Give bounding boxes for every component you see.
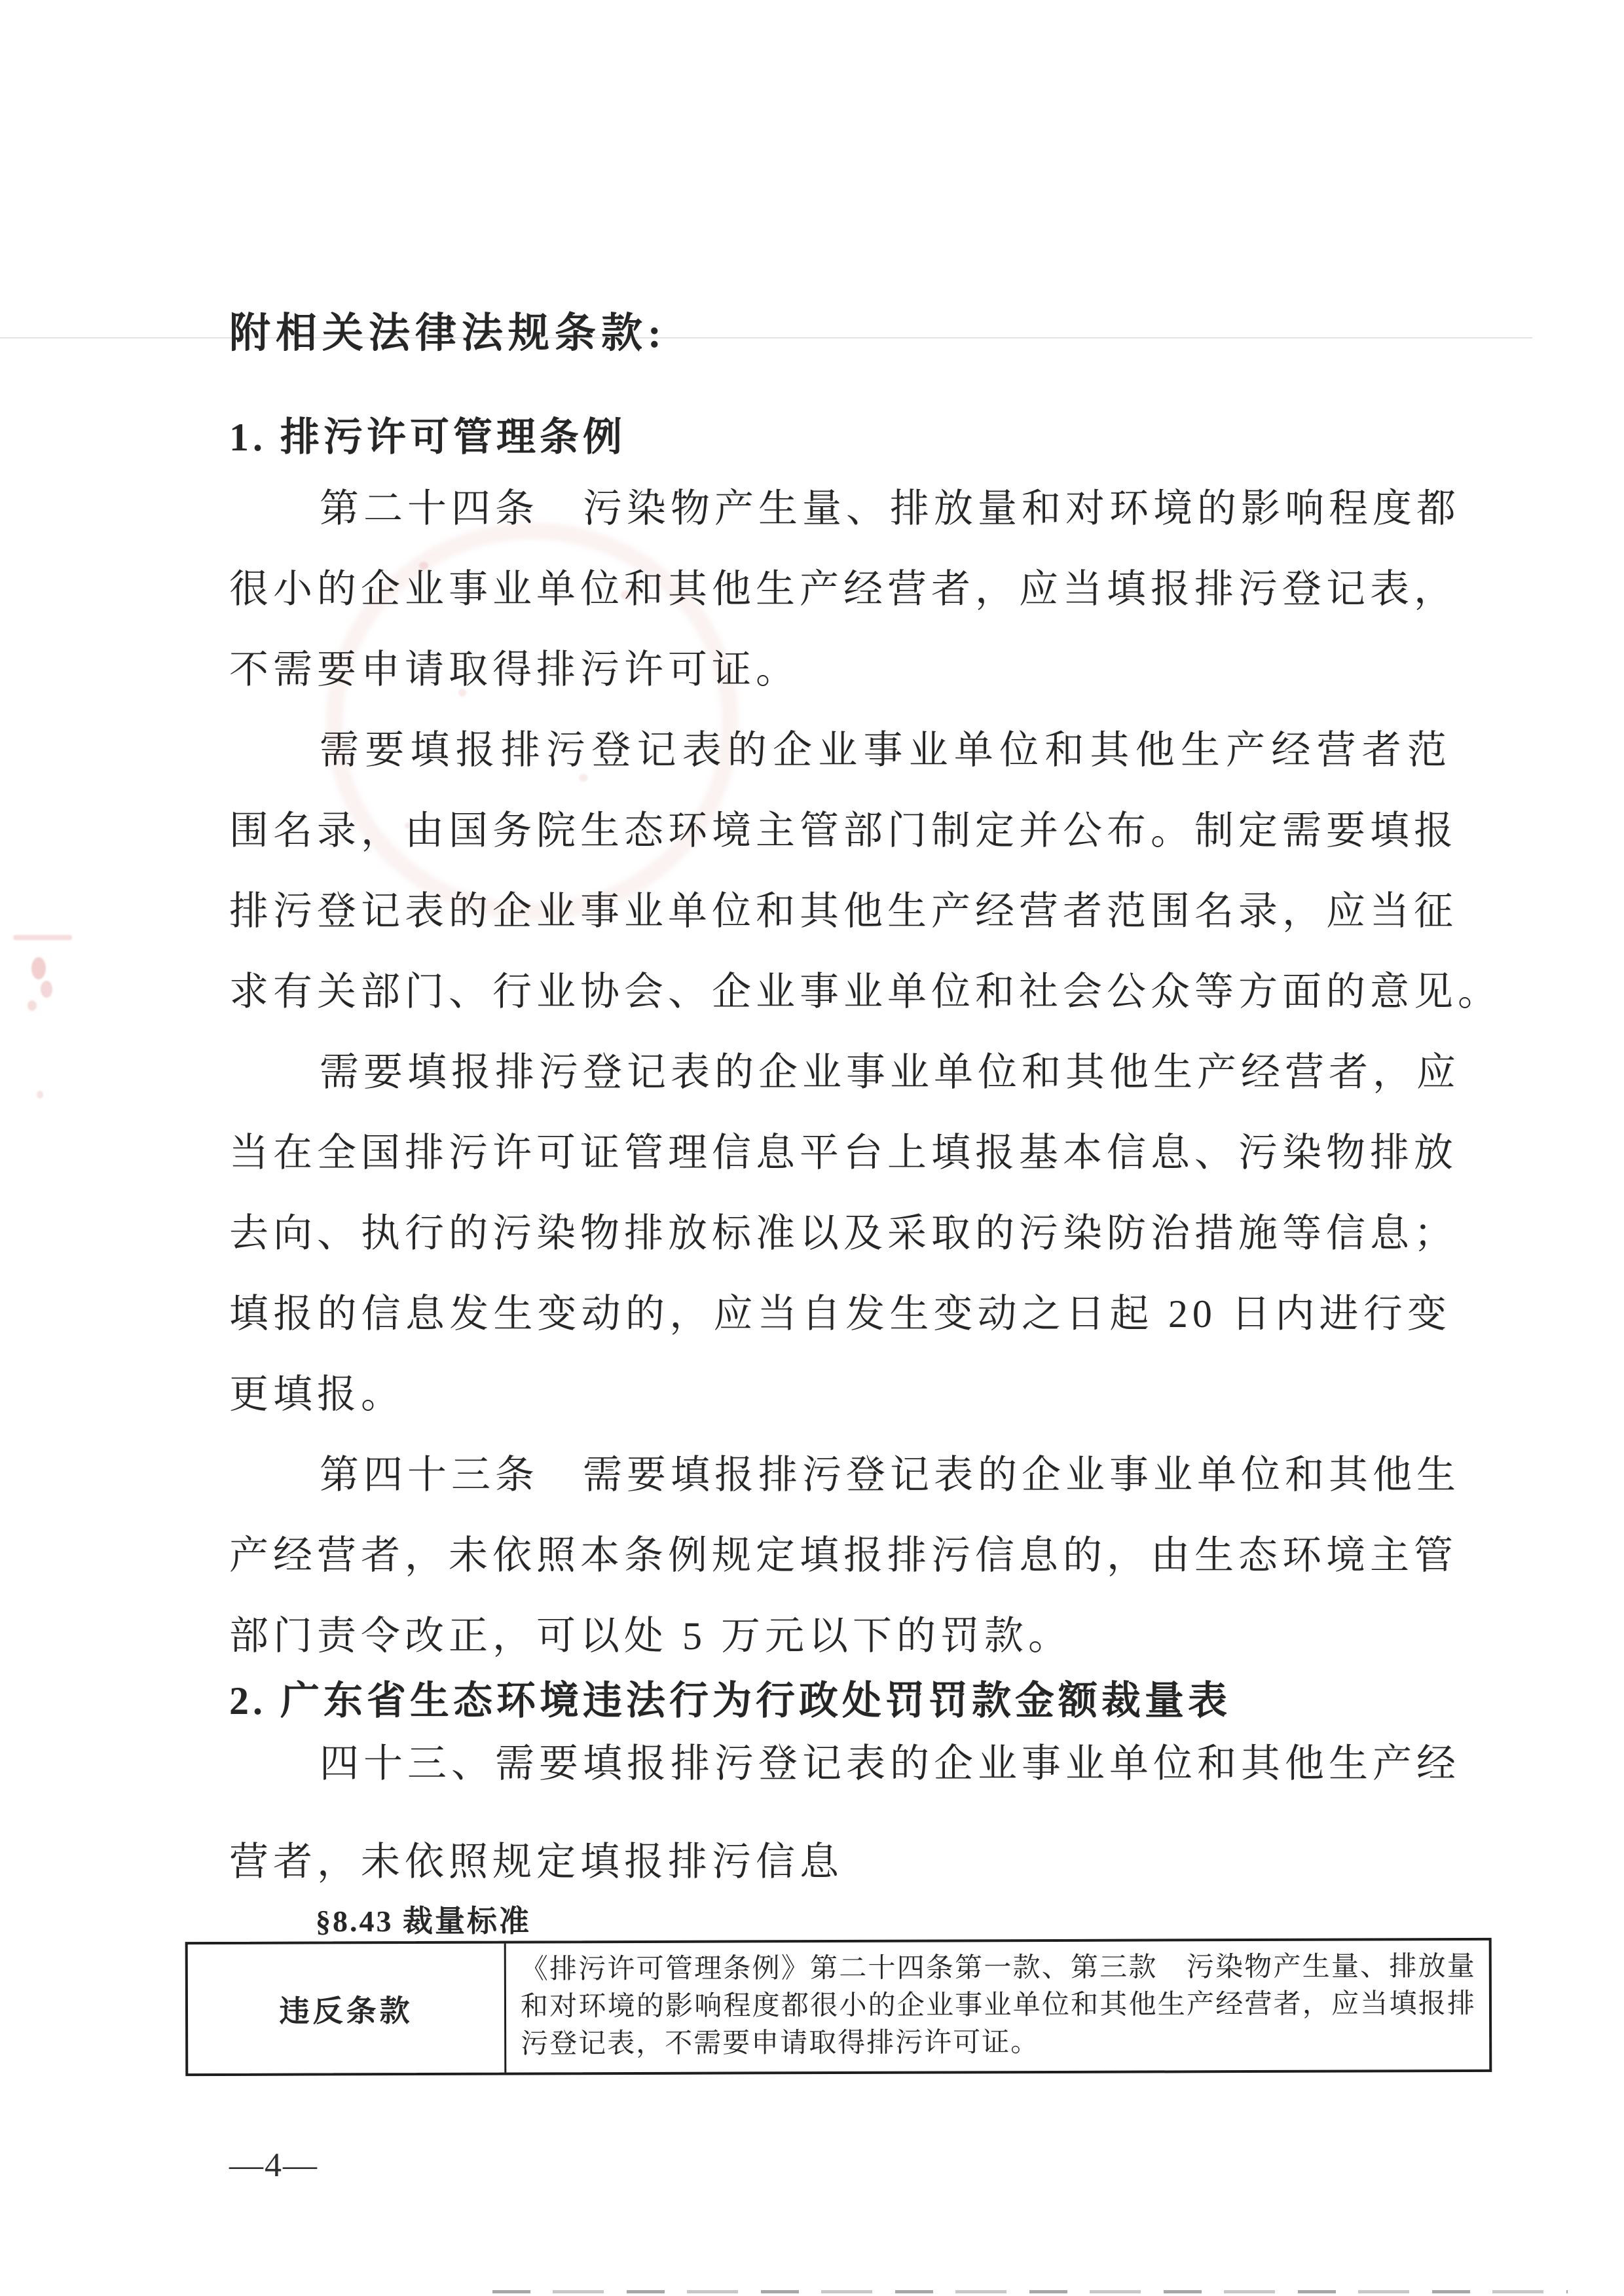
seal-speckle — [13, 935, 72, 940]
text-line: 不需要申请取得排污许可证。 — [229, 648, 800, 691]
section2-title: 2. 广东省生态环境违法行为行政处罚罚款金额裁量表 — [229, 1679, 1231, 1722]
text-line: 第四十三条 需要填报排污登记表的企业事业单位和其他生 — [320, 1453, 1460, 1497]
discretion-standard-table — [185, 1938, 1492, 2076]
text-line: 围名录，由国务院生态环境主管部门制定并公布。制定需要填报 — [229, 809, 1458, 852]
table-cell-violated-clause-content: 《排污许可管理条例》第二十四条第一款、第三款 污染物产生量、排放量和对环境的影响程度都很小的企业事业单位和其他生产经营者，应当填报排污登记表，不需要申请取得排污许可证。 — [520, 1951, 1477, 2060]
text-line: 很小的企业事业单位和其他生产经营者，应当填报排污登记表， — [229, 568, 1458, 611]
text-line: 营者，未依照规定填报排污信息 — [229, 1840, 843, 1884]
seal-speckle — [28, 1000, 37, 1011]
page-number: —4— — [229, 2147, 318, 2184]
text-line: 四十三、需要填报排污登记表的企业事业单位和其他生产经 — [320, 1742, 1460, 1785]
text-line: 当在全国排污许可证管理信息平台上填报基本信息、污染物排放 — [229, 1131, 1458, 1175]
text-line: 第二十四条 污染物产生量、排放量和对环境的影响程度都 — [320, 487, 1460, 530]
text-line: 产经营者，未依照本条例规定填报排污信息的，由生态环境主管 — [229, 1534, 1458, 1577]
text-line: 填报的信息发生变动的，应当自发生变动之日起 20 日内进行变 — [229, 1292, 1451, 1336]
text-line: 求有关部门、行业协会、企业事业单位和社会公众等方面的意见。 — [229, 970, 1502, 1013]
text-line: 去向、执行的污染物排放标准以及采取的污染防治措施等信息； — [229, 1212, 1458, 1255]
section1-title: 1. 排污许可管理条例 — [229, 416, 626, 459]
text-line: 排污登记表的企业事业单位和其他生产经营者范围名录，应当征 — [229, 890, 1458, 933]
table-cell-violated-clause-label: 违反条款 — [188, 1944, 507, 2074]
seal-speckle — [37, 1091, 43, 1099]
text-line: 需要填报排污登记表的企业事业单位和其他生产经营者，应 — [320, 1051, 1460, 1094]
text-line: 需要填报排污登记表的企业事业单位和其他生产经营者范 — [320, 729, 1451, 772]
document-heading: 附相关法律法规条款: — [229, 310, 667, 356]
seal-speckle — [31, 957, 46, 979]
seal-speckle — [41, 981, 52, 998]
discretion-standard-subheading: §8.43 裁量标准 — [316, 1904, 531, 1938]
text-line: 更填报。 — [229, 1373, 405, 1416]
scan-artifact-bottom-streak — [492, 2290, 1568, 2293]
text-line: 部门责令改正，可以处 5 万元以下的罚款。 — [229, 1614, 1072, 1658]
